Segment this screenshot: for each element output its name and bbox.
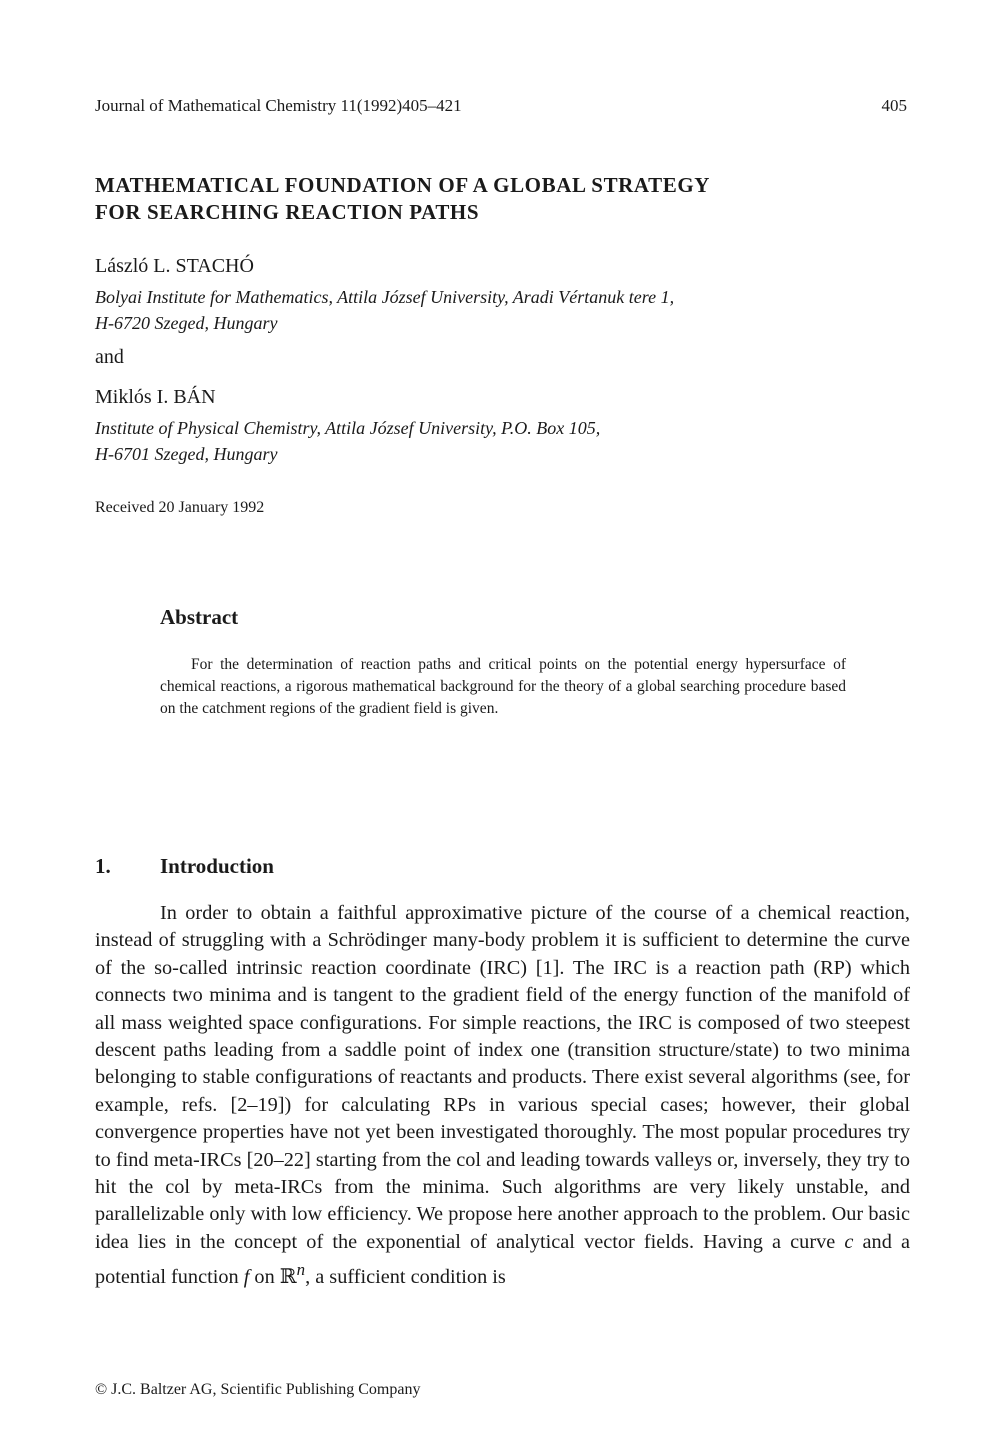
received-date: Received 20 January 1992	[95, 499, 265, 516]
author-name-1: László L. STACHÓ	[95, 255, 254, 277]
intro-text-part-2: and a potential function	[95, 1230, 910, 1289]
section-title: Introduction	[160, 854, 274, 878]
author-conjunction: and	[95, 346, 124, 368]
author-affiliation-2	[95, 415, 915, 467]
affiliation-1-line-2: H-6720 Szeged, Hungary	[95, 313, 278, 333]
affiliation-2-line-1: Institute of Physical Chemistry, Attila József University, P.O. Box 105,	[95, 418, 601, 438]
journal-running-head: Journal of Mathematical Chemistry 11(1992)405–421	[95, 96, 462, 115]
abstract-text: For the determination of reaction paths and critical points on the potential energy hypersurface of chemical reactions, a rigorous mathematical background for the theory of a global searching procedure based on the catchment regions of the gradient field is given.	[160, 656, 846, 717]
intro-text-part-4: , a sufficient condition is	[305, 1266, 506, 1289]
variable-f: f	[243, 1266, 250, 1289]
introduction-paragraph	[95, 900, 910, 1291]
paper-title	[95, 172, 855, 226]
affiliation-2-line-2: H-6701 Szeged, Hungary	[95, 444, 278, 464]
copyright-footer: © J.C. Baltzer AG, Scientific Publishing Company	[95, 1381, 421, 1398]
variable-c: c	[844, 1230, 854, 1253]
paper-title-line-2: FOR SEARCHING REACTION PATHS	[95, 200, 480, 224]
page-number: 405	[881, 96, 907, 115]
author-affiliation-1	[95, 284, 915, 336]
paper-title-line-1: MATHEMATICAL FOUNDATION OF A GLOBAL STRATEGY	[95, 173, 711, 197]
abstract-heading: Abstract	[160, 605, 239, 629]
real-space-symbol: ℝ	[279, 1266, 297, 1289]
dimension-n: n	[296, 1260, 306, 1280]
affiliation-1-line-1: Bolyai Institute for Mathematics, Attila József University, Aradi Vértanuk tere 1,	[95, 287, 675, 307]
section-number: 1.	[95, 854, 111, 878]
intro-text-part-1: In order to obtain a faithful approximative picture of the course of a chemical reaction, instead of struggling with a Schrödinger many-body problem it is sufficient to determine the curve of the so-called intrinsic reaction coordinate (IRC) [1]. The IRC is a reaction path (RP) which connects two minima and is tangent to the gradient field of the energy function of the manifold of all mass weighted space configurations. For simple reactions, the IRC is composed of two steepest descent paths leading from a saddle point of index one (transition structure/state) to two minima belonging to stable configurations of reactants and products. There exist several algorithms (see, for example, refs. [2–19]) for calculating RPs in various special cases; however, their global convergence properties have not yet been investigated thoroughly. The most popular procedures try to find meta-IRCs [20–22] starting from the col and leading towards valleys or, inversely, they try to hit the col by meta-IRCs from the minima. Such algorithms are very likely unstable, and parallelizable only with low efficiency. We propose here another approach to the problem. Our basic idea lies in the concept of the exponential of analytical vector fields. Having a curve	[95, 902, 910, 1253]
section-heading	[95, 854, 274, 879]
author-name-2: Miklós I. BÁN	[95, 386, 216, 408]
intro-text-part-3: on	[254, 1266, 275, 1289]
